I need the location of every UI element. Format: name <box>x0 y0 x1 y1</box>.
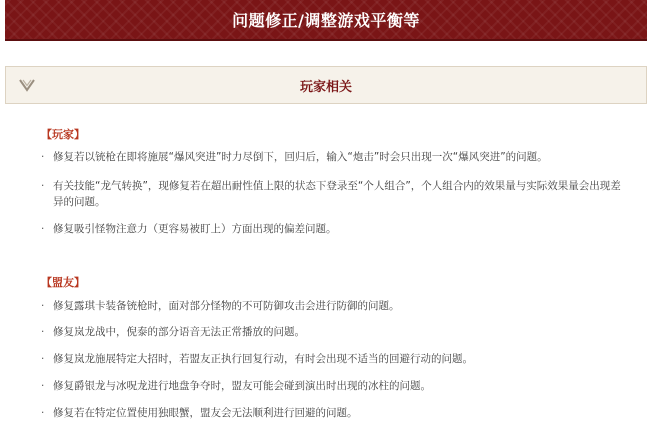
list-item: · 修复若在特定位置使用独眼蟹，盟友会无法顺利进行回避的问题。 <box>41 407 358 419</box>
list-item: · 修复吸引怪物注意力（更容易被盯上）方面出现的偏差问题。 <box>41 223 337 235</box>
list-item: · 修复岚龙战中，倪泰的部分语音无法正常播放的问题。 <box>41 326 305 338</box>
group-label-ally: 【盟友】 <box>41 276 85 289</box>
list-item: · 修复若以铳枪在即将施展“爆风突进”时力尽倒下，回归后，输入“炮击”时会只出现一次“爆风突进”的问题。 <box>41 151 548 163</box>
page-title: 问题修正/调整游戏平衡等 <box>232 11 420 30</box>
list-item: · 有关技能“龙气转换”，现修复若在超出耐性值上限的状态下登录至“个人组合”，个人组合内的效果量与实际效果量会出现差异的问题。 <box>41 180 621 208</box>
page-banner <box>5 0 647 41</box>
section-title: 玩家相关 <box>299 79 352 95</box>
section-header-player[interactable] <box>5 66 647 104</box>
chevron-down-icon[interactable] <box>19 78 35 92</box>
list-item: · 修复爵银龙与冰呪龙进行地盘争夺时，盟友可能会碰到演出时出现的冰柱的问题。 <box>41 380 431 392</box>
group-label-player: 【玩家】 <box>41 128 85 141</box>
list-item: · 修复露琪卡装备铳枪时，面对部分怪物的不可防御攻击会进行防御的问题。 <box>41 300 400 312</box>
list-item: · 修复岚龙施展特定大招时，若盟友正执行回复行动，有时会出现不适当的回避行动的问题。 <box>41 353 473 365</box>
